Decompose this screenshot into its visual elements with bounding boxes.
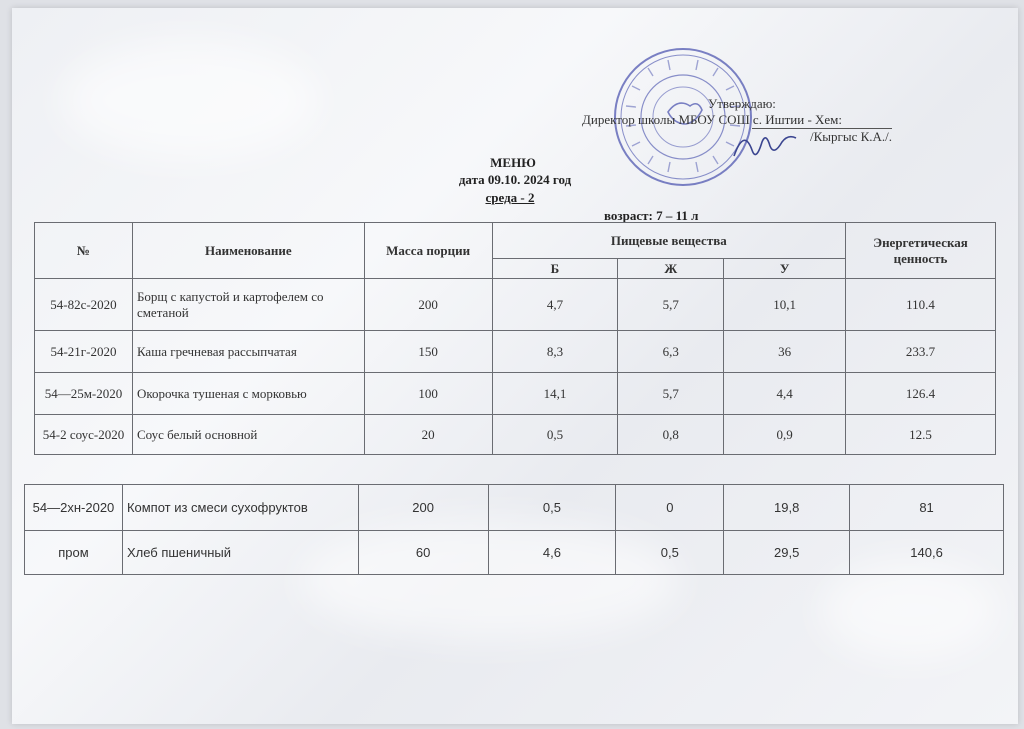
header-proteins: Б: [492, 259, 618, 279]
table-row: [35, 415, 996, 455]
dish-fats: 0: [616, 485, 724, 531]
dish-code: 54-2 соус-2020: [35, 415, 133, 455]
dish-code: 54-82с-2020: [35, 279, 133, 331]
table-row: [35, 373, 996, 415]
dish-mass: 200: [358, 485, 488, 531]
dish-energy: 81: [850, 485, 1004, 531]
dish-energy: 233.7: [846, 331, 996, 373]
dish-proteins: 14,1: [492, 373, 618, 415]
dish-energy: 140,6: [850, 531, 1004, 575]
glare: [820, 560, 1000, 660]
dish-energy: 12.5: [846, 415, 996, 455]
dish-name: Борщ с капустой и картофелем со сметаной: [132, 279, 364, 331]
dish-code: 54—2хн-2020: [25, 485, 123, 531]
dish-carbs: 19,8: [724, 485, 850, 531]
table-row: [35, 279, 996, 331]
dish-carbs: 4,4: [724, 373, 846, 415]
menu-table-extra: [24, 484, 1004, 575]
dish-proteins: 4,7: [492, 279, 618, 331]
age-group: возраст: 7 – 11 л: [604, 208, 699, 223]
dish-proteins: 0,5: [488, 485, 616, 531]
dish-mass: 60: [358, 531, 488, 575]
dish-mass: 200: [364, 279, 492, 331]
dish-mass: 20: [364, 415, 492, 455]
header-number: №: [35, 223, 133, 279]
menu-table: [34, 222, 996, 455]
header-energy: Энергетическая ценность: [846, 223, 996, 279]
menu-title: МЕНЮ: [490, 155, 536, 170]
header-fats: Ж: [618, 259, 724, 279]
dish-name: Компот из смеси сухофруктов: [122, 485, 358, 531]
dish-name: Хлеб пшеничный: [122, 531, 358, 575]
dish-proteins: 0,5: [492, 415, 618, 455]
dish-mass: 100: [364, 373, 492, 415]
dish-carbs: 36: [724, 331, 846, 373]
dish-fats: 5,7: [618, 279, 724, 331]
dish-name: Каша гречневая рассыпчатая: [132, 331, 364, 373]
dish-code: 54-21г-2020: [35, 331, 133, 373]
dish-energy: 126.4: [846, 373, 996, 415]
dish-mass: 150: [364, 331, 492, 373]
table-row: [35, 331, 996, 373]
header-nutrients: Пищевые вещества: [492, 223, 846, 259]
dish-carbs: 0,9: [724, 415, 846, 455]
header-mass: Масса порции: [364, 223, 492, 279]
dish-proteins: 4,6: [488, 531, 616, 575]
dish-proteins: 8,3: [492, 331, 618, 373]
table-row: [25, 485, 1004, 531]
dish-fats: 5,7: [618, 373, 724, 415]
approval-label: Утверждаю:: [708, 96, 776, 111]
approval-director: Директор школы МБОУ СОШ с. Иштии - Хем:: [582, 112, 843, 127]
dish-code: пром: [25, 531, 123, 575]
table-row: [25, 531, 1004, 575]
dish-name: Окорочка тушеная с морковью: [132, 373, 364, 415]
dish-carbs: 10,1: [724, 279, 846, 331]
menu-date: дата 09.10. 2024 год: [458, 172, 572, 187]
header-carbs: У: [724, 259, 846, 279]
dish-name: Соус белый основной: [132, 415, 364, 455]
approval-signatory: /Кыргыс К.А./.: [752, 128, 892, 144]
dish-carbs: 29,5: [724, 531, 850, 575]
dish-code: 54—25м-2020: [35, 373, 133, 415]
menu-day: среда - 2: [485, 190, 535, 205]
header-name: Наименование: [132, 223, 364, 279]
dish-fats: 0,8: [618, 415, 724, 455]
dish-energy: 110.4: [846, 279, 996, 331]
dish-fats: 6,3: [618, 331, 724, 373]
glare: [60, 40, 320, 160]
dish-fats: 0,5: [616, 531, 724, 575]
